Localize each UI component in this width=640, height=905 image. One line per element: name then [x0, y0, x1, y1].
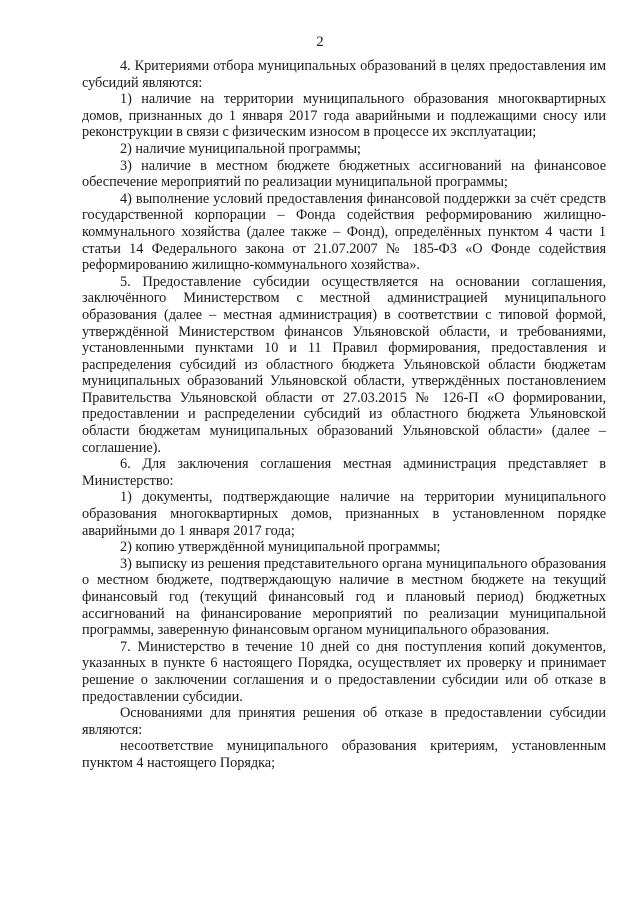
- paragraph-criterion-3: 3) наличие в местном бюджете бюджетных ассигнований на финансовое обеспечение мероприятий по реализации муниципальной программы;: [82, 157, 606, 191]
- document-body: [82, 58, 606, 772]
- paragraph-6-item-3: 3) выписку из решения представительного органа муниципального образования о местном бюджете, подтверждающую наличие в местном бюджете на текущий финансовый год (текущий финансовый год и плановый период) бюджетных ассигнований на финансирование мероприятий по реализации муниципальной программы, заверенную финансовым органом муниципального образования.: [82, 555, 606, 639]
- paragraph-6-item-2: 2) копию утверждённой муниципальной программы;: [120, 539, 441, 556]
- paragraph-7-review: 7. Министерство в течение 10 дней со дня поступления копий документов, указанных в пункте 6 настоящего Порядка, осуществляет их проверку и принимает решение о заключении соглашения и о предоставлении субсидии или об отказе в предоставлении субсидии.: [82, 638, 606, 705]
- paragraph-criteria-heading: 4. Критериями отбора муниципальных образований в целях предоставления им субсидий являются:: [82, 58, 606, 91]
- paragraph-criterion-2: 2) наличие муниципальной программы;: [120, 140, 361, 157]
- paragraph-refusal-ground-1: несоответствие муниципального образования критериям, установленным пунктом 4 настоящего Порядка;: [82, 738, 606, 771]
- paragraph-criterion-4: 4) выполнение условий предоставления финансовой поддержки за счёт средств государственной корпорации – Фонда содействия реформированию жилищно-коммунального хозяйства (далее также – Фонд), определённых пунктом 4 части 1 статьи 14 Федерального закона от 21.07.2007 № 185-ФЗ «О Фонде содействия реформированию жилищно-коммунального хозяйства».: [82, 190, 606, 274]
- paragraph-6-item-1: 1) документы, подтверждающие наличие на территории муниципального образования многоквартирных домов, признанных в установленном порядке аварийными до 1 января 2017 года;: [82, 489, 606, 539]
- page-number: 2: [316, 34, 324, 50]
- paragraph-criterion-1: 1) наличие на территории муниципального образования многоквартирных домов, признанных до 1 января 2017 года аварийными и подлежащими сносу или реконструкции в связи с физическим износом в процессе их эксплуатации;: [82, 91, 606, 141]
- paragraph-6-documents: 6. Для заключения соглашения местная администрация представляет в Министерство:: [82, 456, 606, 489]
- paragraph-5-agreement: 5. Предоставление субсидии осуществляется на основании соглашения, заключённого Министерством с местной администрацией муниципального образования (далее – местная администрация) в соответствии с типовой формой, утверждённой Министерством финансов Ульяновской области, и требованиями, установленными пунктами 10 и 11 Правил формирования, предоставления и распределения субсидий из областного бюджета Ульяновской области бюджетам муниципальных образований Ульяновской области, утверждённых постановлением Правительства Ульяновской области от 27.03.2015 № 126-П «О формировании, предоставлении и распределении субсидий из областного бюджета Ульяновской области бюджетам муниципальных образований Ульяновской области» (далее – соглашение).: [82, 273, 606, 456]
- paragraph-refusal-grounds: Основаниями для принятия решения об отказе в предоставлении субсидии являются:: [82, 705, 606, 738]
